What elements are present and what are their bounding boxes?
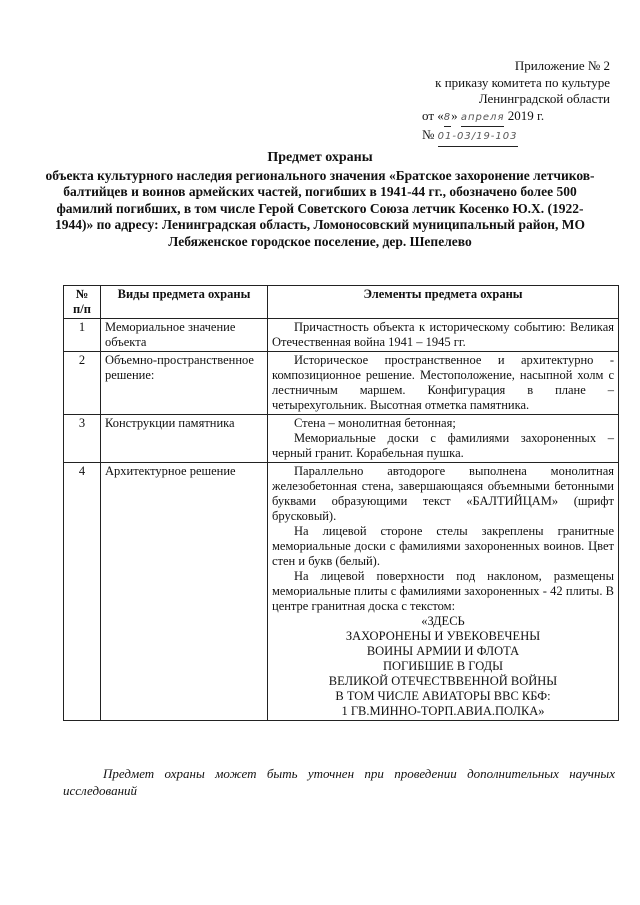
handwritten-number: 01-03/19-103	[438, 129, 518, 147]
row-num: 4	[64, 463, 101, 721]
row-elements: Историческое пространственное и архитектурно - композиционное решение. Местоположение, насыпной холм с лестничным маршем. Конфигурация в плане – четырехугольник. Высотная отметка памятника.	[268, 352, 619, 415]
row-type: Мемориальное значение объекта	[101, 319, 268, 352]
inscription-line: ВОИНЫ АРМИИ И ФЛОТА	[366, 644, 520, 658]
row-elements: Стена – монолитная бетонная; Мемориальные доски с фамилиями захороненных – черный гранит. Корабельная пушка.	[268, 415, 619, 463]
row-type: Конструкции памятника	[101, 415, 268, 463]
appendix-number: № 01-03/19-103	[400, 127, 610, 147]
appendix-line-1: Приложение № 2	[514, 58, 610, 73]
row-elements: Параллельно автодороге выполнена монолитная железобетонная стена, завершающаяся объемными бетонными буквами образующими текст «БАЛТИЙЦАМ» (шрифт брусковый). На лицевой стороне стелы закреплены гранитные мемориальные доски с фамилиями захороненных воинов. Цвет стен и букв (белый). На лицевой поверхности под наклоном, размещены мемориальные плиты с фамилиями захороненных - 42 плиты. В центре гранитная доска с текстом: «ЗДЕСЬ ЗАХОРОНЕНЫ И УВЕКОВЕЧЕНЫ ВОИНЫ АРМИИ И ФЛОТА ПОГИБШИЕ В ГОДЫ ВЕЛИКОЙ ОТЕЧЕСТВВЕННОЙ ВОЙНЫ В ТОМ ЧИСЛЕ АВИАТОРЫ ВВС КБФ: 1 ГВ.МИННО-ТОРП.АВИА.ПОЛКА»	[268, 463, 619, 721]
handwritten-month: апреля	[461, 110, 505, 128]
row-num: 2	[64, 352, 101, 415]
inscription-line: ЗАХОРОНЕНЫ И УВЕКОВЕЧЕНЫ	[345, 629, 541, 643]
row-type: Объемно-пространственное решение:	[101, 352, 268, 415]
table-row	[64, 319, 619, 352]
appendix-header	[400, 58, 610, 147]
appendix-line-2: к приказу комитета по культуре	[435, 74, 610, 90]
header-types: Виды предмета охраны	[101, 286, 268, 319]
appendix-date: от «8» апреля 2019 г.	[400, 108, 610, 128]
footnote: Предмет охраны может быть уточнен при проведении дополнительных научных исследований	[63, 766, 615, 798]
inscription-line: ВЕЛИКОЙ ОТЕЧЕСТВВЕННОЙ ВОЙНЫ	[328, 674, 558, 688]
table-header-row	[64, 286, 619, 319]
row-num: 1	[64, 319, 101, 352]
inscription-line: 1 ГВ.МИННО-ТОРП.АВИА.ПОЛКА»	[341, 704, 545, 718]
header-num: № п/п	[64, 286, 101, 319]
table-row	[64, 352, 619, 415]
row-num: 3	[64, 415, 101, 463]
document-title	[40, 150, 600, 250]
handwritten-day: 8	[444, 110, 451, 128]
inscription-line: «ЗДЕСЬ	[421, 614, 465, 628]
row-elements: Причастность объекта к историческому событию: Великая Отечественная война 1941 – 1945 гг.	[268, 319, 619, 352]
header-elements: Элементы предмета охраны	[268, 286, 619, 319]
title-body: объекта культурного наследия регионального значения «Братское захоронение летчиков-балтийцев и воинов армейских частей, погибших в 1941-44 гг., обозначено более 500 фамилий погибших, в том числе Герой Советского Союза летчик Косенко Ю.Х. (1922-1944)» по адресу: Ленинградская область, Ломоносовский муниципальный район, МО Лебяженское городское поселение, дер. Шепелево	[45, 167, 595, 249]
table-row	[64, 463, 619, 721]
inscription-line: В ТОМ ЧИСЛЕ АВИАТОРЫ ВВС КБФ:	[335, 689, 551, 703]
row-type: Архитектурное решение	[101, 463, 268, 721]
table-row	[64, 415, 619, 463]
inscription-line: ПОГИБШИЕ В ГОДЫ	[382, 659, 504, 673]
title-heading: Предмет охраны	[267, 150, 373, 165]
appendix-line-3: Ленинградской области	[478, 91, 610, 106]
protection-table	[63, 285, 619, 721]
